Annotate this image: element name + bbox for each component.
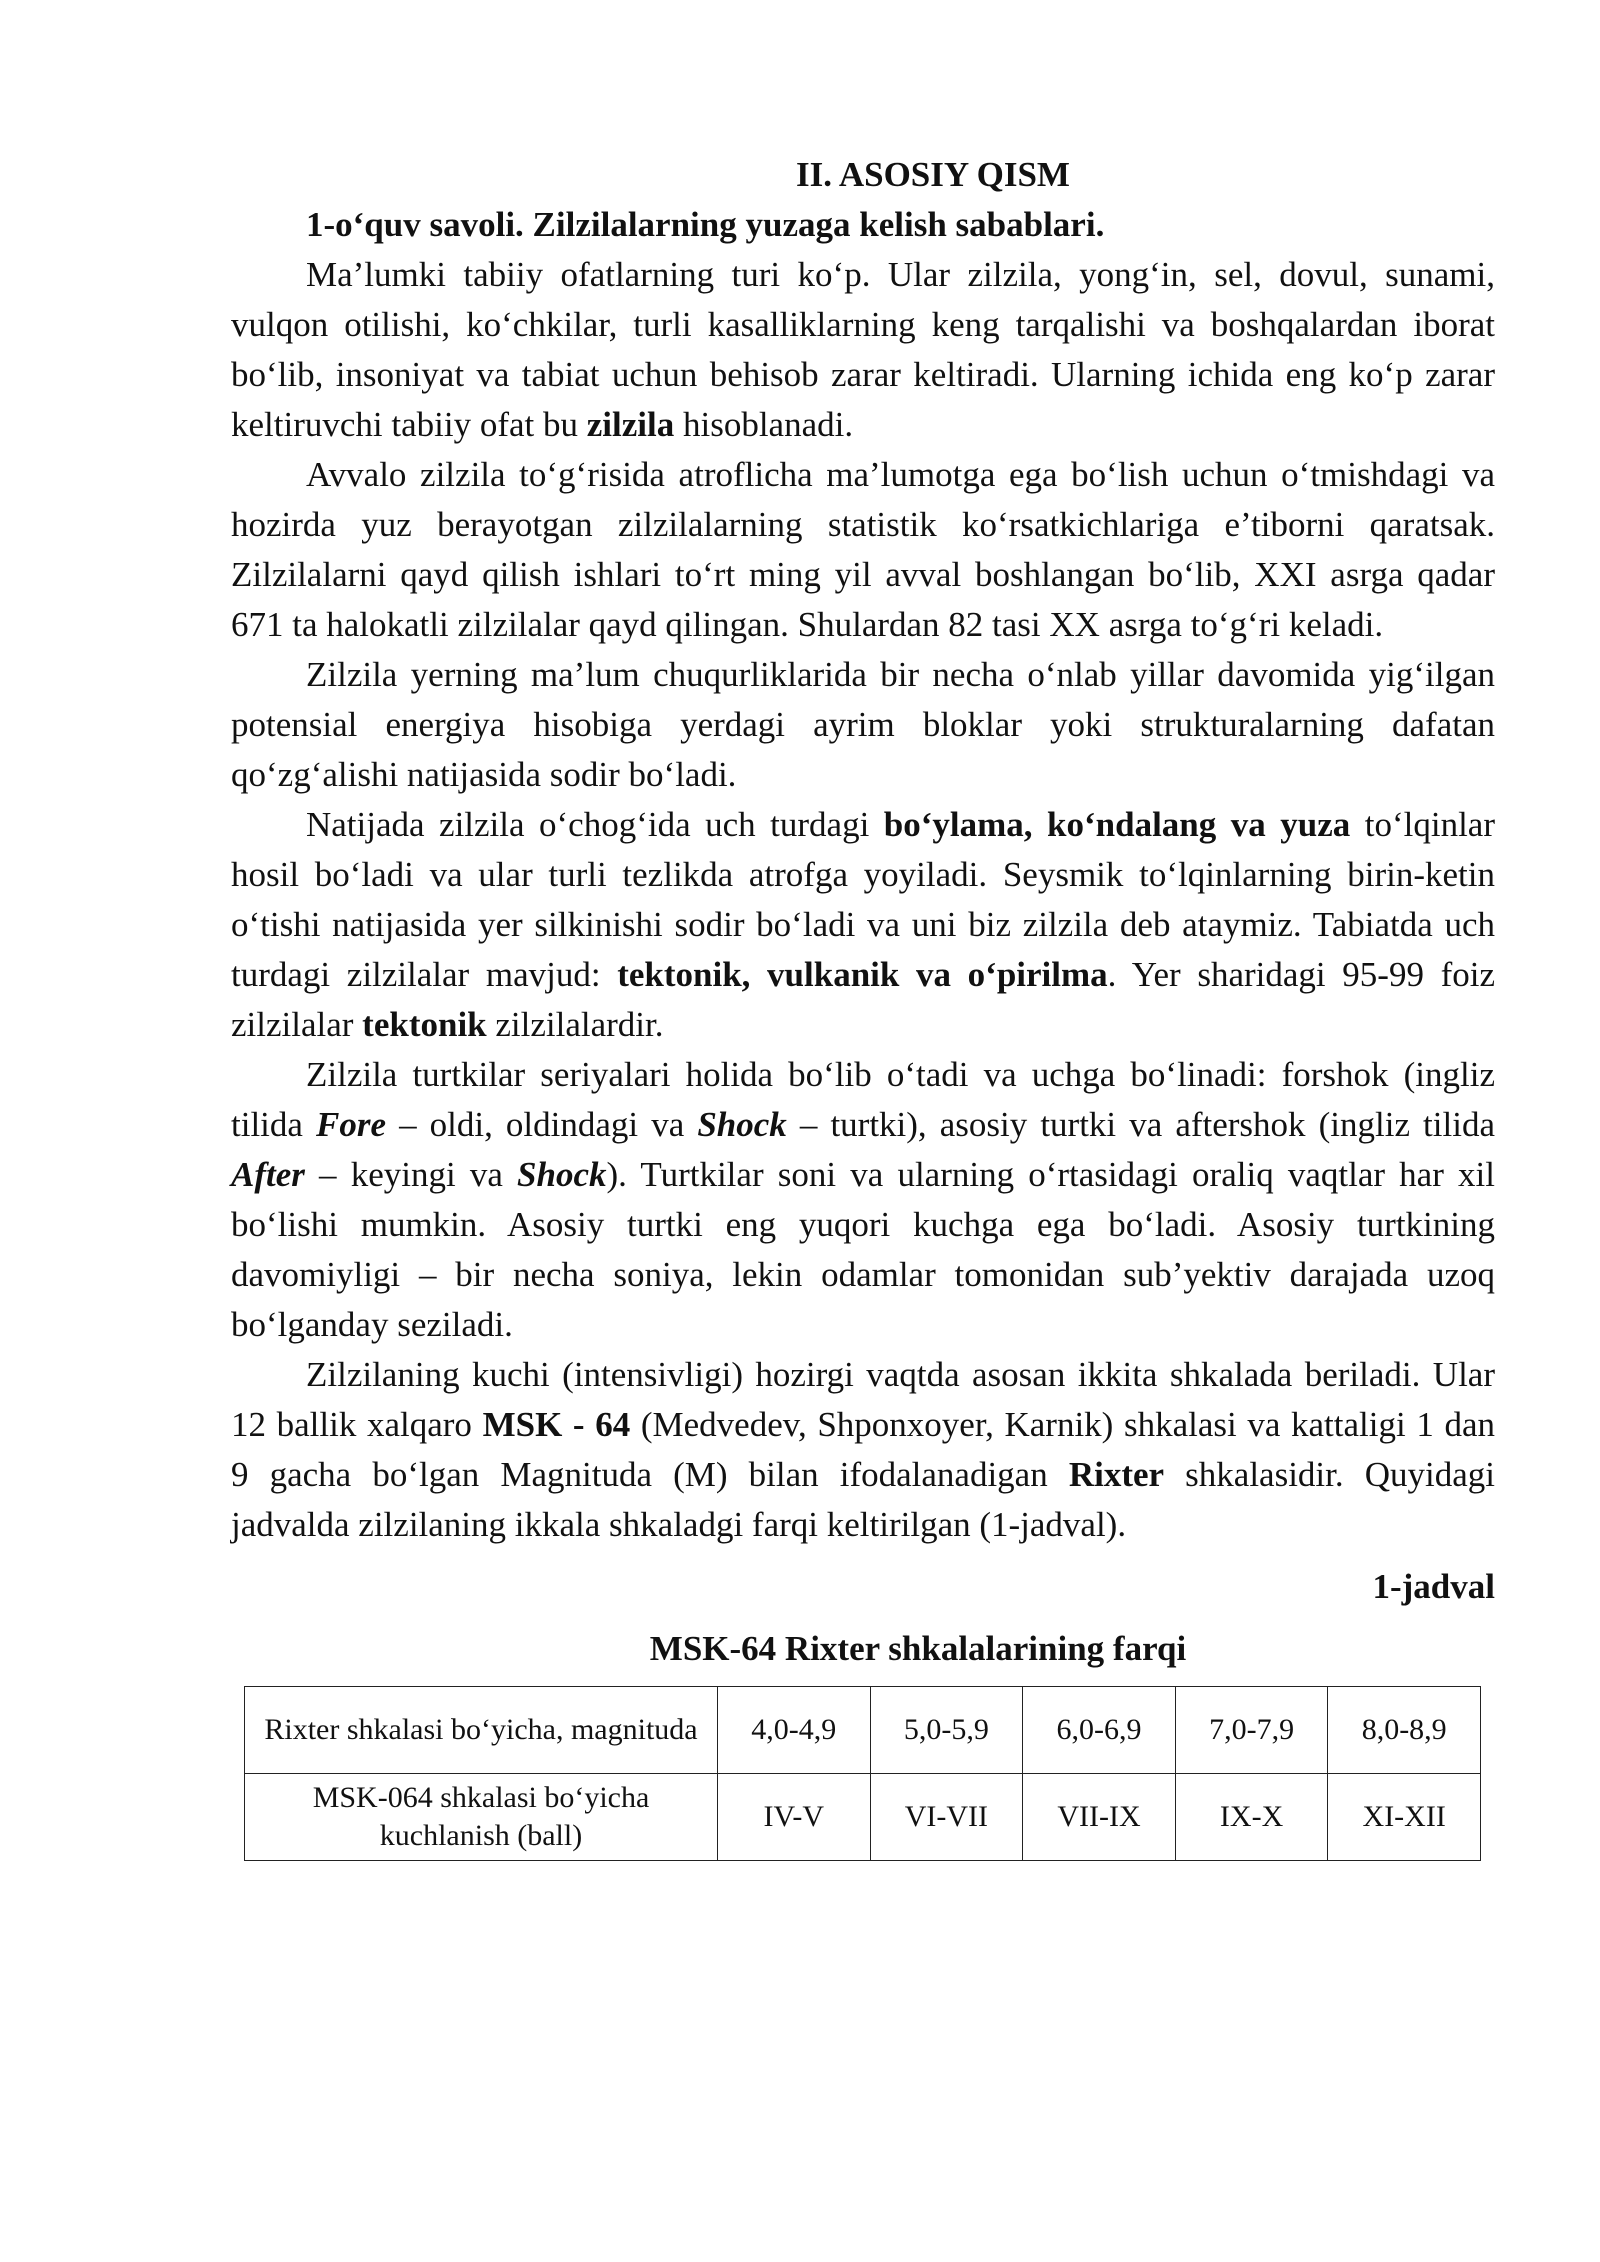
paragraph-5-term-shock-1: Shock — [697, 1105, 787, 1144]
table-row-header: Rixter shkalasi bo‘yicha, magnituda — [245, 1687, 718, 1774]
question-title: 1-o‘quv savoli. Zilzilalarning yuzaga kelish sabablari. — [306, 205, 1105, 244]
table-label: 1-jadval — [1372, 1567, 1495, 1606]
table-cell: 8,0-8,9 — [1328, 1687, 1481, 1774]
paragraph-4-text-g: zilzilalardir. — [486, 1005, 664, 1044]
paragraph-5-text-i: ). Turtkilar soni va ularning o‘rtasidagi oraliq vaqtlar har xil bo‘lishi mumkin. Asosiy turtki eng yuqori kuchga ega bo‘ladi. Asosiy turtkining davomiyligi – bir necha soniya, lekin odamlar tomonidan sub’yektiv darajada uzoq bo‘lganday seziladi. — [231, 1155, 1495, 1344]
table-cell: IX-X — [1175, 1774, 1328, 1861]
paragraph-6-bold-msk64: MSK - 64 — [482, 1405, 631, 1444]
paragraph-4-text-e: . Yer sharidagi 95-99 foiz zilzilalar — [231, 955, 1496, 1044]
table-row — [245, 1687, 1481, 1774]
paragraph-3: Zilzila yerning ma’lum chuqurliklarida bir necha o‘nlab yillar davomida yig‘ilgan potensial energiya hisobiga yerdagi ayrim bloklar yoki strukturalarning dafatan qo‘zg‘alishi natijasida sodir bo‘ladi. — [231, 655, 1495, 794]
paragraph-1-bold-zilzila: zilzila — [586, 405, 675, 444]
table-row-header: MSK-064 shkalasi bo‘yicha kuchlanish (ball) — [245, 1774, 718, 1861]
paragraph-5 — [231, 1050, 1495, 1350]
scale-comparison-table — [244, 1686, 1481, 1861]
table-cell: XI-XII — [1328, 1774, 1481, 1861]
paragraph-4-bold-wave-types: bo‘ylama, ko‘ndalang va yuza — [883, 805, 1351, 844]
table-row — [245, 1774, 1481, 1861]
paragraph-6 — [231, 1350, 1495, 1550]
paragraph-5-text-c: – oldi, oldindagi va — [386, 1105, 698, 1144]
table-cell: 4,0-4,9 — [718, 1687, 871, 1774]
paragraph-4 — [231, 800, 1495, 1050]
paragraph-4-text-a: Natijada zilzila o‘chog‘ida uch turdagi — [306, 805, 884, 844]
table-cell: 5,0-5,9 — [870, 1687, 1023, 1774]
paragraph-1-text-c: hisoblanadi. — [674, 405, 854, 444]
paragraph-5-text-a: Zilzila turtkilar seriyalari holida bo‘lib o‘tadi va uchga bo‘linadi: forshok (ingliz tilida — [231, 1055, 1495, 1144]
paragraph-4-bold-tektonik: tektonik — [362, 1005, 487, 1044]
paragraph-6-bold-rixter: Rixter — [1068, 1455, 1165, 1494]
paragraph-1 — [231, 250, 1495, 450]
paragraph-5-term-fore: Fore — [316, 1105, 387, 1144]
paragraph-6-text-a: Zilzilaning kuchi (intensivligi) hozirgi vaqtda asosan ikkita shkalada beriladi. Ular 12 ballik xalqaro — [231, 1355, 1495, 1444]
paragraph-2: Avvalo zilzila to‘g‘risida atroflicha ma’lumotga ega bo‘lish uchun o‘tmishdagi va hozirda yuz berayotgan zilzilalarning statistik ko‘rsatkichlariga e’tiborni qaratsak. Zilzilalarni qayd qilish ishlari to‘rt ming yil avval boshlangan bo‘lib, XXI asrga qadar 671 ta halokatli zilzilalar qayd qilingan. Shulardan 82 tasi XX asrga to‘g‘ri keladi. — [231, 455, 1495, 644]
table-cell: VI-VII — [870, 1774, 1023, 1861]
paragraph-6-text-c: (Medvedev, Shponxoyer, Karnik) shkalasi va kattaligi 1 dan 9 gacha bo‘lgan Magnituda (M) bilan ifodalanadigan — [231, 1405, 1496, 1494]
paragraph-4-bold-quake-types: tektonik, vulkanik va o‘pirilma — [617, 955, 1108, 994]
paragraph-1-text-a: Ma’lumki tabiiy ofatlarning turi ko‘p. Ular zilzila, yong‘in, sel, dovul, sunami, vulqon otilishi, ko‘chkilar, turli kasalliklarning keng tarqalishi va boshqalardan iborat bo‘lib, insoniyat va tabiat uchun behisob zarar keltiradi. Ularning ichida eng ko‘p zarar keltiruvchi tabiiy ofat bu — [231, 255, 1495, 444]
table-cell: IV-V — [718, 1774, 871, 1861]
section-heading: II. ASOSIY QISM — [796, 155, 1070, 194]
document-body — [231, 150, 1495, 1861]
table-cell: VII-IX — [1023, 1774, 1176, 1861]
paragraph-5-term-after: After — [231, 1155, 305, 1194]
paragraph-5-text-e: – turtki), asosiy turtki va aftershok (ingliz tilida — [786, 1105, 1495, 1144]
paragraph-4-text-c: to‘lqinlar hosil bo‘ladi va ular turli tezlikda atrofga yoyiladi. Seysmik to‘lqinlarning birin-ketin o‘tishi natijasida yer silkinishi sodir bo‘ladi va uni biz zilzila deb ataymiz. Tabiatda uch turdagi zilzilalar mavjud: — [231, 805, 1495, 994]
table-cell: 7,0-7,9 — [1175, 1687, 1328, 1774]
table-cell: 6,0-6,9 — [1023, 1687, 1176, 1774]
table-title: MSK-64 Rixter shkalalarining farqi — [649, 1629, 1187, 1668]
paragraph-5-term-shock-2: Shock — [517, 1155, 607, 1194]
paragraph-6-text-e: shkalasidir. Quyidagi jadvalda zilzilaning ikkala shkaladgi farqi keltirilgan (1-jadval). — [231, 1455, 1496, 1544]
paragraph-5-text-g: – keyingi va — [304, 1155, 518, 1194]
